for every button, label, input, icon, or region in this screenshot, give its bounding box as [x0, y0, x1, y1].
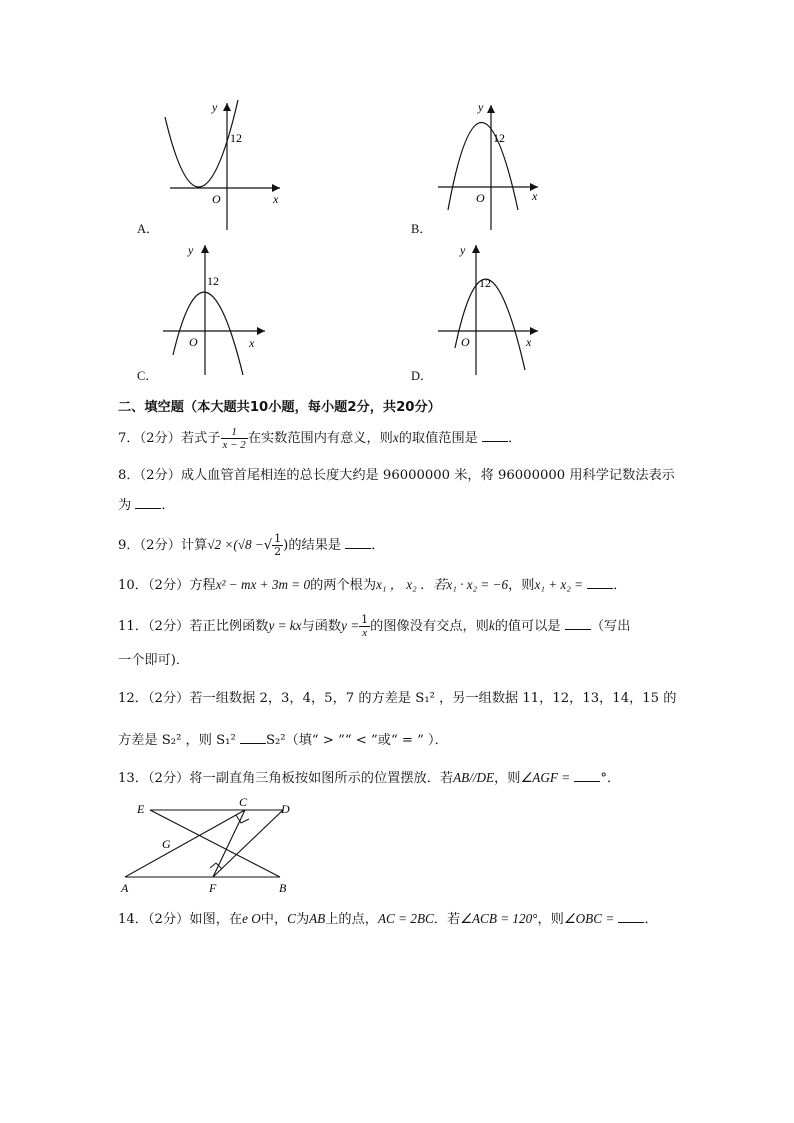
- y-intercept-label: 12: [207, 274, 219, 288]
- x-axis-label: x: [526, 335, 532, 349]
- point-b-label: B: [279, 881, 287, 895]
- y-axis-label: y: [478, 100, 484, 114]
- origin-label: O: [189, 335, 198, 349]
- option-c-label[interactable]: C．: [137, 369, 158, 383]
- origin-label: O: [212, 192, 221, 206]
- answer-blank[interactable]: [482, 429, 508, 442]
- question-8-line2: 为 ．: [118, 498, 175, 513]
- y-intercept-label: 12: [493, 131, 505, 145]
- x-axis-label: x: [532, 189, 538, 203]
- question-10: 10．（2分）方程x² − mx + 3m = 0的两个根为x₁ ， x₂ ．若x₁ · x₂ = −6，则x₁ + x₂ = ．: [118, 577, 627, 593]
- answer-blank[interactable]: [345, 536, 371, 549]
- answer-blank[interactable]: [565, 617, 591, 630]
- answer-blank[interactable]: [618, 910, 644, 923]
- option-a-label[interactable]: A．: [137, 222, 159, 236]
- question-11-line2: 一个即可)．: [118, 653, 190, 668]
- answer-blank[interactable]: [135, 496, 161, 509]
- section-title: 二、填空题（本大题共10小题，每小题2分，共20分）: [118, 400, 441, 415]
- question-9: 9．（2分）计算√2 ×(√8 −√ $\frac{1}{2}$ )的结果是 ．: [118, 532, 385, 558]
- question-7: 7．（2分）若式子 $\frac{1}{x - 2}$ 在实数范围内有意义，则x的取值范围是 ．: [118, 426, 522, 451]
- y-intercept-label: 12: [230, 131, 242, 145]
- fraction: $\frac{1}{2}$: [274, 532, 282, 558]
- question-11: 11．（2分）若正比例函数y = kx与函数y = $\frac{1}{x}$ 的图像没有交点，则k的值可以是 （写出: [118, 613, 631, 639]
- y-axis-label: y: [212, 100, 218, 114]
- answer-blank[interactable]: [240, 731, 266, 744]
- option-c-graph: [155, 240, 285, 380]
- origin-label: O: [461, 335, 470, 349]
- point-a-label: A: [121, 881, 129, 895]
- question-8-line1: 8．（2分）成人血管首尾相连的总长度大约是 96000000 米，将 96000000 用科学记数法表示: [118, 468, 675, 483]
- x-axis-label: x: [249, 336, 255, 350]
- answer-blank[interactable]: [574, 769, 600, 782]
- fraction: $\frac{1}{x}$: [361, 613, 369, 639]
- option-d-graph: [430, 240, 560, 380]
- question-14: 14．（2分）如图，在e O中，C为AB上的点，AC = 2BC．若∠ACB = 120°，则∠OBC = ．: [118, 911, 658, 927]
- point-d-label: D: [281, 802, 290, 816]
- triangle-figure: [115, 795, 305, 895]
- option-b-label[interactable]: B．: [411, 222, 432, 236]
- origin-label: O: [476, 191, 485, 205]
- y-axis-label: y: [460, 243, 466, 257]
- point-c-label: C: [239, 795, 248, 809]
- x-axis-label: x: [273, 192, 279, 206]
- point-f-label: F: [209, 881, 217, 895]
- option-a-graph: [130, 95, 290, 235]
- point-e-label: E: [137, 802, 145, 816]
- answer-blank[interactable]: [587, 576, 613, 589]
- option-b-graph: [430, 95, 590, 235]
- fraction: $\frac{1}{x - 2}$: [222, 426, 246, 451]
- point-g-label: G: [162, 837, 171, 851]
- y-axis-label: y: [188, 243, 194, 257]
- y-intercept-label: 12: [479, 276, 491, 290]
- question-13: 13．（2分）将一副直角三角板按如图所示的位置摆放．若AB//DE，则∠AGF = °．: [118, 770, 621, 786]
- option-d-label[interactable]: D．: [411, 369, 433, 383]
- question-12-line2: 方差是 S₂² ，则 S₁² S₂²（填“ > ”“ < ”或“ = ” ）．: [118, 733, 448, 748]
- question-12-line1: 12．（2分）若一组数据 2，3，4，5，7 的方差是 S₁² ，另一组数据 11，12，13，14，15 的: [118, 691, 677, 706]
